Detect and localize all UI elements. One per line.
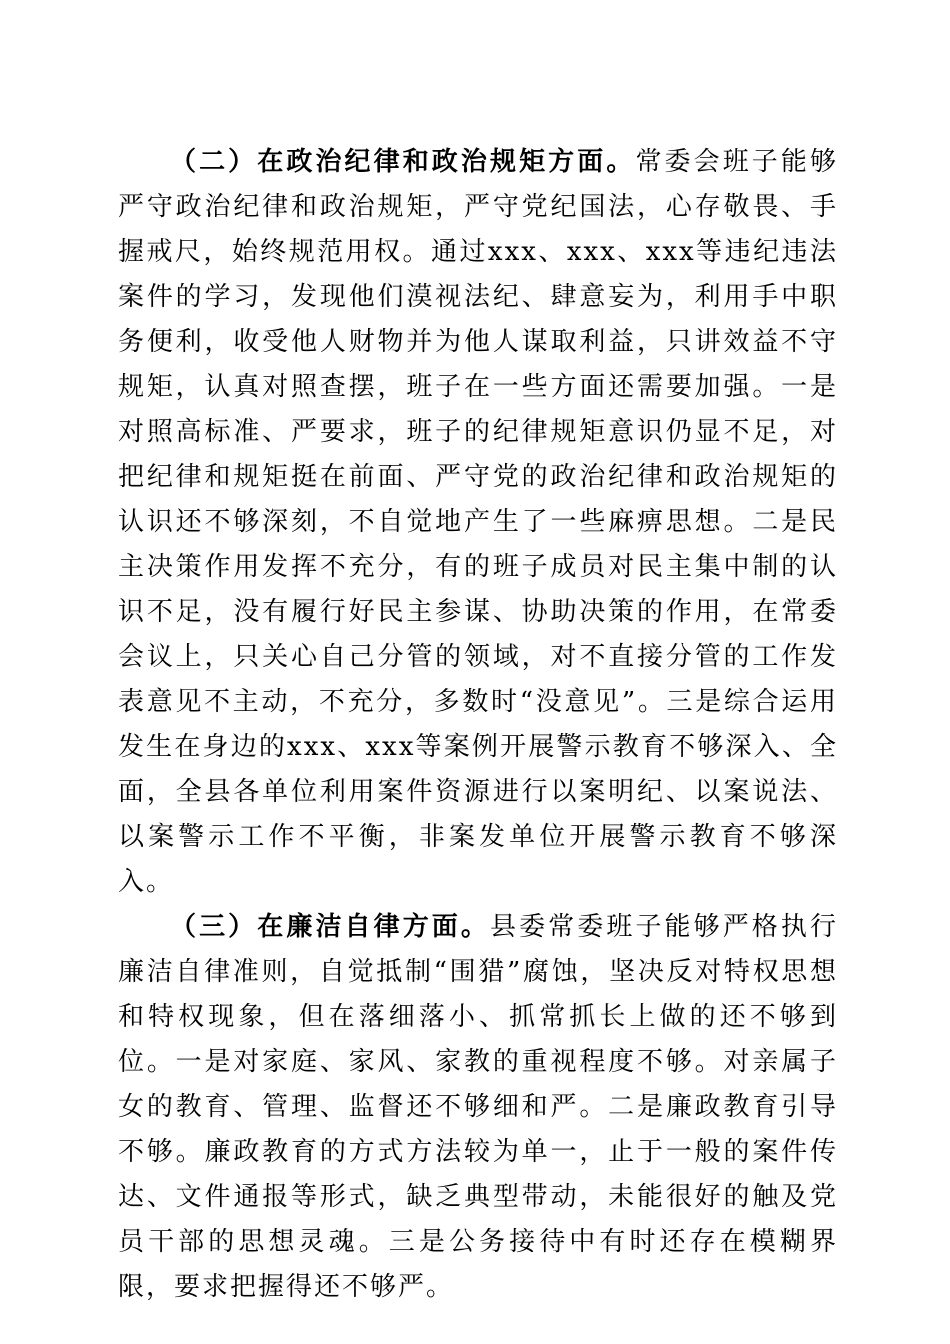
paragraph-integrity-self-discipline — [118, 905, 838, 1310]
paragraph-political-discipline — [118, 140, 838, 905]
section-text-political-discipline: 常委会班子能够严守政治纪律和政治规矩，严守党纪国法，心存敬畏、手握戒尺，始终规范用权。通过xxx、xxx、xxx等违纪违法案件的学习，发现他们漠视法纪、肆意妄为，利用手中职务便利，收受他人财物并为他人谋取利益，只讲效益不守规矩，认真对照查摆，班子在一些方面还需要加强。一是对照高标准、严要求，班子的纪律规矩意识仍显不足，对把纪律和规矩挺在前面、严守党的政治纪律和政治规矩的认识还不够深刻，不自觉地产生了一些麻痹思想。二是民主决策作用发挥不充分，有的班子成员对民主集中制的认识不足，没有履行好民主参谋、协助决策的作用，在常委会议上，只关心自己分管的领域，对不直接分管的工作发表意见不主动，不充分，多数时“没意见”。三是综合运用发生在身边的xxx、xxx等案例开展警示教育不够深入、全面，全县各单位利用案件资源进行以案明纪、以案说法、以案警示工作不平衡，非案发单位开展警示教育不够深入。 — [118, 147, 838, 897]
document-body — [118, 140, 838, 1310]
section-text-integrity-self-discipline: 县委常委班子能够严格执行廉洁自律准则，自觉抵制“围猎”腐蚀，坚决反对特权思想和特权现象，但在落细落小、抓常抓长上做的还不够到位。一是对家庭、家风、家教的重视程度不够。对亲属子女的教育、管理、监督还不够细和严。二是廉政教育引导不够。廉政教育的方式方法较为单一，止于一般的案件传达、文件通报等形式，缺乏典型带动，未能很好的触及党员干部的思想灵魂。三是公务接待中有时还存在模糊界限，要求把握得还不够严。 — [118, 912, 838, 1302]
section-heading-integrity-self-discipline: （三）在廉洁自律方面。 — [170, 912, 490, 942]
section-heading-political-discipline: （二）在政治纪律和政治规矩方面。 — [170, 147, 636, 177]
